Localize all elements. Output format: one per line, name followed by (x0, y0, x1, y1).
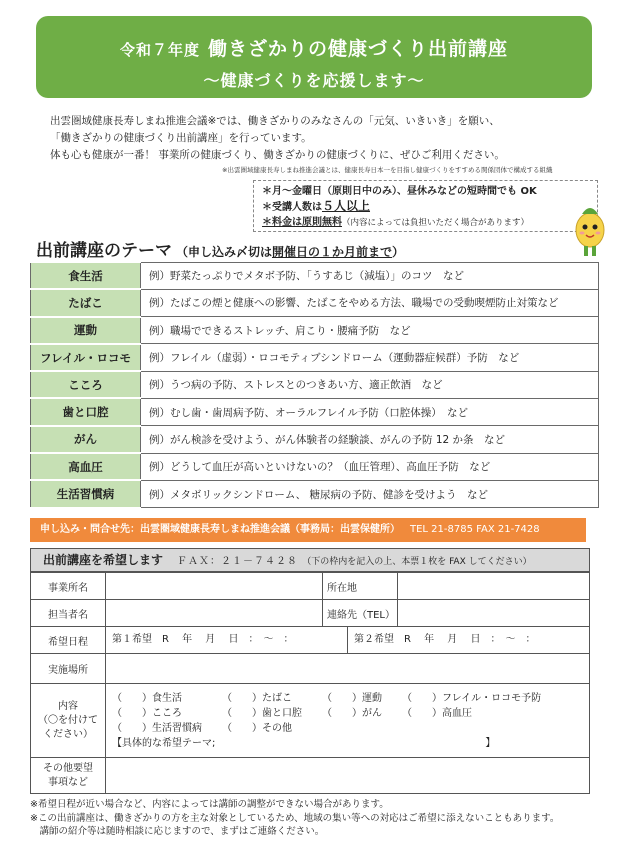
theme-description: 例）野菜たっぷりでメタボ予防、「うすあじ（減塩）」のコツ など (141, 262, 599, 289)
contact-tel-fax: TEL 21-8785 FAX 21-7428 (410, 524, 540, 535)
theme-description: 例）うつ病の予防、ストレスとのつきあい方、適正飲酒 など (141, 371, 599, 398)
theme-row (31, 262, 599, 289)
theme-category: 生活習慣病 (31, 480, 141, 507)
theme-category: こころ (31, 371, 141, 398)
intro-line: 体も心も健康が一番！ 事業所の健康づくり、働きざかりの健康づくりに、ぜひご利用ください。 (50, 149, 505, 161)
option-undo[interactable]: （ ）運動 (322, 692, 382, 704)
fax-number: ＦＡＸ：２１－７４２８ (177, 556, 299, 567)
option-row (112, 721, 583, 736)
person-label: 担当者名 (31, 600, 106, 627)
theme-category: 食生活 (31, 262, 141, 289)
option-shokuseikatsu[interactable]: （ ）食生活 (112, 692, 182, 704)
theme-description: 例）どうして血圧が高いといけないの？（血圧管理）、高血圧予防 など (141, 453, 599, 480)
option-ha[interactable]: （ ）歯と口腔 (222, 707, 302, 719)
application-form (30, 572, 590, 794)
tel-label: 連絡先（TEL） (323, 600, 398, 627)
condition-item: ＊月～金曜日（原則日中のみ）、昼休みなどの短時間でも OK (262, 186, 537, 197)
request-label-line: 事項など (48, 776, 88, 788)
theme-row (31, 317, 599, 344)
office-name-field[interactable] (106, 573, 323, 600)
fax-note: （下の枠内を記入の上、本票１枚を FAX してください） (302, 557, 532, 567)
theme-heading (36, 236, 404, 261)
theme-row (31, 453, 599, 480)
date-label: 希望日程 (31, 627, 106, 654)
date-field[interactable] (106, 627, 590, 654)
option-frail[interactable]: （ ）フレイル・ロコモ予防 (402, 692, 542, 704)
option-row (112, 691, 583, 706)
header-main-title: 働きざかりの健康づくり出前講座 (208, 38, 509, 60)
option-row (112, 706, 583, 721)
theme-row (31, 426, 599, 453)
request-label (31, 758, 106, 794)
address-label: 所在地 (323, 573, 398, 600)
form-fax (177, 556, 532, 567)
request-label-line: その他要望 (43, 762, 93, 774)
intro-line: 「働きざかりの健康づくり出前講座」を行っています。 (50, 132, 312, 144)
deadline-bold: 開催日の１か月前まで (272, 245, 393, 259)
request-field[interactable] (106, 758, 590, 794)
second-choice[interactable]: 第２希望 R 年 月 日 ： ～ ： (347, 627, 589, 653)
theme-row (31, 398, 599, 425)
theme-description: 例）たばこの煙と健康への影響、たばこをやめる方法、職場での受動喫煙防止対策など (141, 289, 599, 316)
first-choice[interactable]: 第１希望 R 年 月 日 ： ～ ： (112, 634, 294, 645)
header-title (36, 34, 592, 61)
deadline-post: ） (392, 245, 405, 259)
condition-item (262, 215, 589, 231)
theme-category: たばこ (31, 289, 141, 316)
theme-category: 運動 (31, 317, 141, 344)
theme-description: 例）職場でできるストレッチ、肩こり・腰痛予防 など (141, 317, 599, 344)
content-label (31, 684, 106, 758)
option-seikatsushukanbyo[interactable]: （ ）生活習慣病 (112, 722, 202, 734)
contact-bar (30, 518, 586, 542)
council-footnote: ※出雲圏域健康長寿しまね推進会議とは、健康長寿日本一を目指し健康づくりをすすめる関係団体で構成する組織 (222, 166, 553, 174)
application-form-title (30, 548, 590, 572)
theme-row (31, 344, 599, 371)
theme-row (31, 371, 599, 398)
condition-text: ＊料金は原則無料 (262, 217, 342, 228)
content-label-line: 内容 (58, 700, 78, 712)
intro-line: 出雲圏域健康長寿しまね推進会議※では、働きざかりのみなさんの「元気、いきいき」を願い、 (50, 115, 500, 127)
condition-item (262, 199, 589, 215)
theme-category: がん (31, 426, 141, 453)
condition-text: ＊受講人数は (262, 202, 322, 213)
theme-description: 例）がん検診を受けよう、がん体験者の経験談、がんの予防 12 か条 など (141, 426, 599, 453)
contact-label: 申し込み・問合せ先：出雲圏域健康長寿しまね推進会議（事務局：出雲保健所） (40, 524, 400, 535)
footer-note: ※この出前講座は、働きざかりの方を主な対象としているため、地域の集い等への対応はご希望に添えないこともあります。 (30, 812, 560, 824)
option-tabako[interactable]: （ ）たばこ (222, 692, 292, 704)
specific-theme-field[interactable]: 【具体的な希望テーマ; 】 (112, 737, 496, 749)
conditions-box (253, 180, 598, 232)
header-subtitle: ～健康づくりを応援します～ (203, 71, 425, 90)
footer-notes (30, 798, 559, 839)
theme-category: 高血圧 (31, 453, 141, 480)
condition-number: ５人以上 (322, 199, 371, 213)
content-label-line: ください） (43, 728, 93, 740)
deadline-pre: （申し込み〆切は (176, 245, 273, 259)
form-title: 出前講座を希望します (43, 553, 164, 567)
header-banner (36, 16, 592, 98)
theme-category: フレイル・ロコモ (31, 344, 141, 371)
address-field[interactable] (398, 573, 590, 600)
header-era: 令和７年度 (119, 41, 200, 59)
theme-description: 例）むし歯・歯周病予防、オーラルフレイル予防（口腔体操） など (141, 398, 599, 425)
theme-title: 出前講座のテーマ (36, 241, 172, 261)
content-options (106, 684, 590, 758)
theme-table (30, 261, 599, 509)
option-kokoro[interactable]: （ ）こころ (112, 707, 182, 719)
option-kouketsuatsu[interactable]: （ ）高血圧 (402, 707, 472, 719)
condition-subnote: （内容によっては負担いただく場合があります） (342, 218, 530, 228)
office-name-label: 事業所名 (31, 573, 106, 600)
venue-field[interactable] (106, 654, 590, 684)
theme-category: 歯と口腔 (31, 398, 141, 425)
theme-description: 例）フレイル（虚弱）・ロコモティブシンドローム（運動器症候群）予防 など (141, 344, 599, 371)
person-field[interactable] (106, 600, 323, 627)
deadline-note (176, 245, 404, 259)
theme-row (31, 289, 599, 316)
option-other[interactable]: （ ）その他 (222, 722, 292, 734)
mascot-illustration (570, 200, 610, 260)
theme-row (31, 480, 599, 507)
content-label-line: （〇を付けて (38, 714, 98, 726)
theme-description: 例）メタボリックシンドローム、 糖尿病の予防、健診を受けよう など (141, 480, 599, 507)
tel-field[interactable] (398, 600, 590, 627)
footer-note: 講師の紹介等は随時相談に応じますので、まずはご連絡ください。 (30, 826, 325, 837)
option-gan[interactable]: （ ）がん (322, 707, 382, 719)
footer-note: ※希望日程が近い場合など、内容によっては講師の調整ができない場合があります。 (30, 799, 389, 810)
venue-label: 実施場所 (31, 654, 106, 684)
intro-text (50, 113, 590, 164)
